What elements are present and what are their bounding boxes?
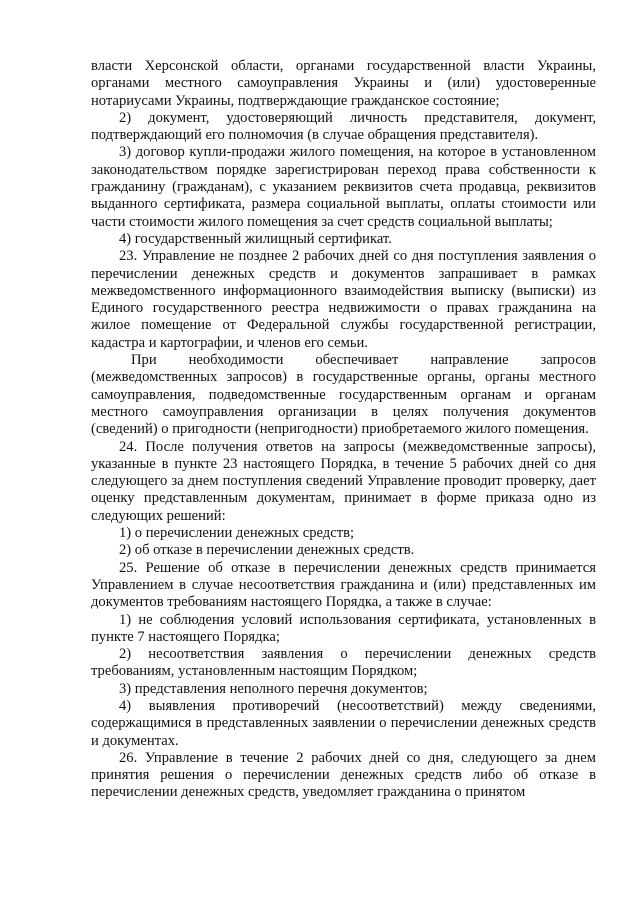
paragraph-refusal-reason-1: 1) не соблюдения условий использования сертификата, установленных в пункте 7 настоящего Порядка; — [91, 611, 596, 645]
paragraph-continuation: власти Херсонской области, органами государственной власти Украины, органами местного самоуправления Украины и (или) удостоверенные нотариусами Украины, подтверждающие гражданское состояние; — [91, 58, 596, 109]
paragraph-item-2-representative: 2) документ, удостоверяющий личность представителя, документ, подтверждающий его полномочия (в случае обращения представителя). — [91, 109, 596, 144]
paragraph-decision-refusal: 2) об отказе в перечислении денежных средств. — [119, 542, 415, 559]
paragraph-section-25: 25. Решение об отказе в перечислении денежных средств принимается Управлением в случае несоответствия гражданина и (или) представленных им документов требованиям настоящего Порядка, а также в случае: — [91, 559, 596, 611]
paragraph-refusal-reason-4: 4) выявления противоречий (несоответствий) между сведениями, содержащимися в представленных заявлении о перечислении денежных средств и документах. — [91, 697, 596, 749]
paragraph-section-26: 26. Управление в течение 2 рабочих дней со дня, следующего за днем принятия решения о перечислении денежных средств либо об отказе в перечислении денежных средств, уведомляет гражданина о принятом — [91, 749, 596, 801]
paragraph-item-3-contract: 3) договор купли-продажи жилого помещения, на которое в установленном законодательством порядке зарегистрирован переход права собственности к гражданину (гражданам), с указанием реквизитов счета продавца, реквизитов выданного сертификата, размера социальной выплаты, оплаты стоимости или части стоимости жилого помещения за счет средств социальной выплаты; — [91, 144, 596, 230]
paragraph-section-23: 23. Управление не позднее 2 рабочих дней со дня поступления заявления о перечислении денежных средств и документов запрашивает в рамках межведомственного информационного взаимодействия выписку (выписки) из Единого государственного реестра недвижимости о правах гражданина на жилое помещение от Федеральной службы государственной регистрации, кадастра и картографии, и членов его семьи. — [91, 248, 596, 351]
paragraph-refusal-reason-2: 2) несоответствия заявления о перечислении денежных средств требованиям, установленным настоящим Порядком; — [91, 646, 596, 680]
paragraph-requests: При необходимости обеспечивает направление запросов (межведомственных запросов) в государственные органы, органы местного самоуправления, подведомственные государственным органам и органам местного самоуправления организации в целях получения документов (сведений) о пригодности (непригодности) приобретаемого жилого помещения. — [91, 352, 596, 438]
paragraph-section-24: 24. После получения ответов на запросы (межведомственные запросы), указанные в пункте 23 настоящего Порядка, в течение 5 рабочих дней со дня следующего за днем поступления сведений Управление проводит проверку, дает оценку представленным документам, принимает в форме приказа одно из следующих решений: — [91, 438, 596, 524]
paragraph-decision-transfer: 1) о перечислении денежных средств; — [119, 525, 355, 542]
paragraph-refusal-reason-3: 3) представления неполного перечня документов; — [119, 680, 428, 697]
paragraph-item-4-certificate: 4) государственный жилищный сертификат. — [119, 230, 392, 247]
